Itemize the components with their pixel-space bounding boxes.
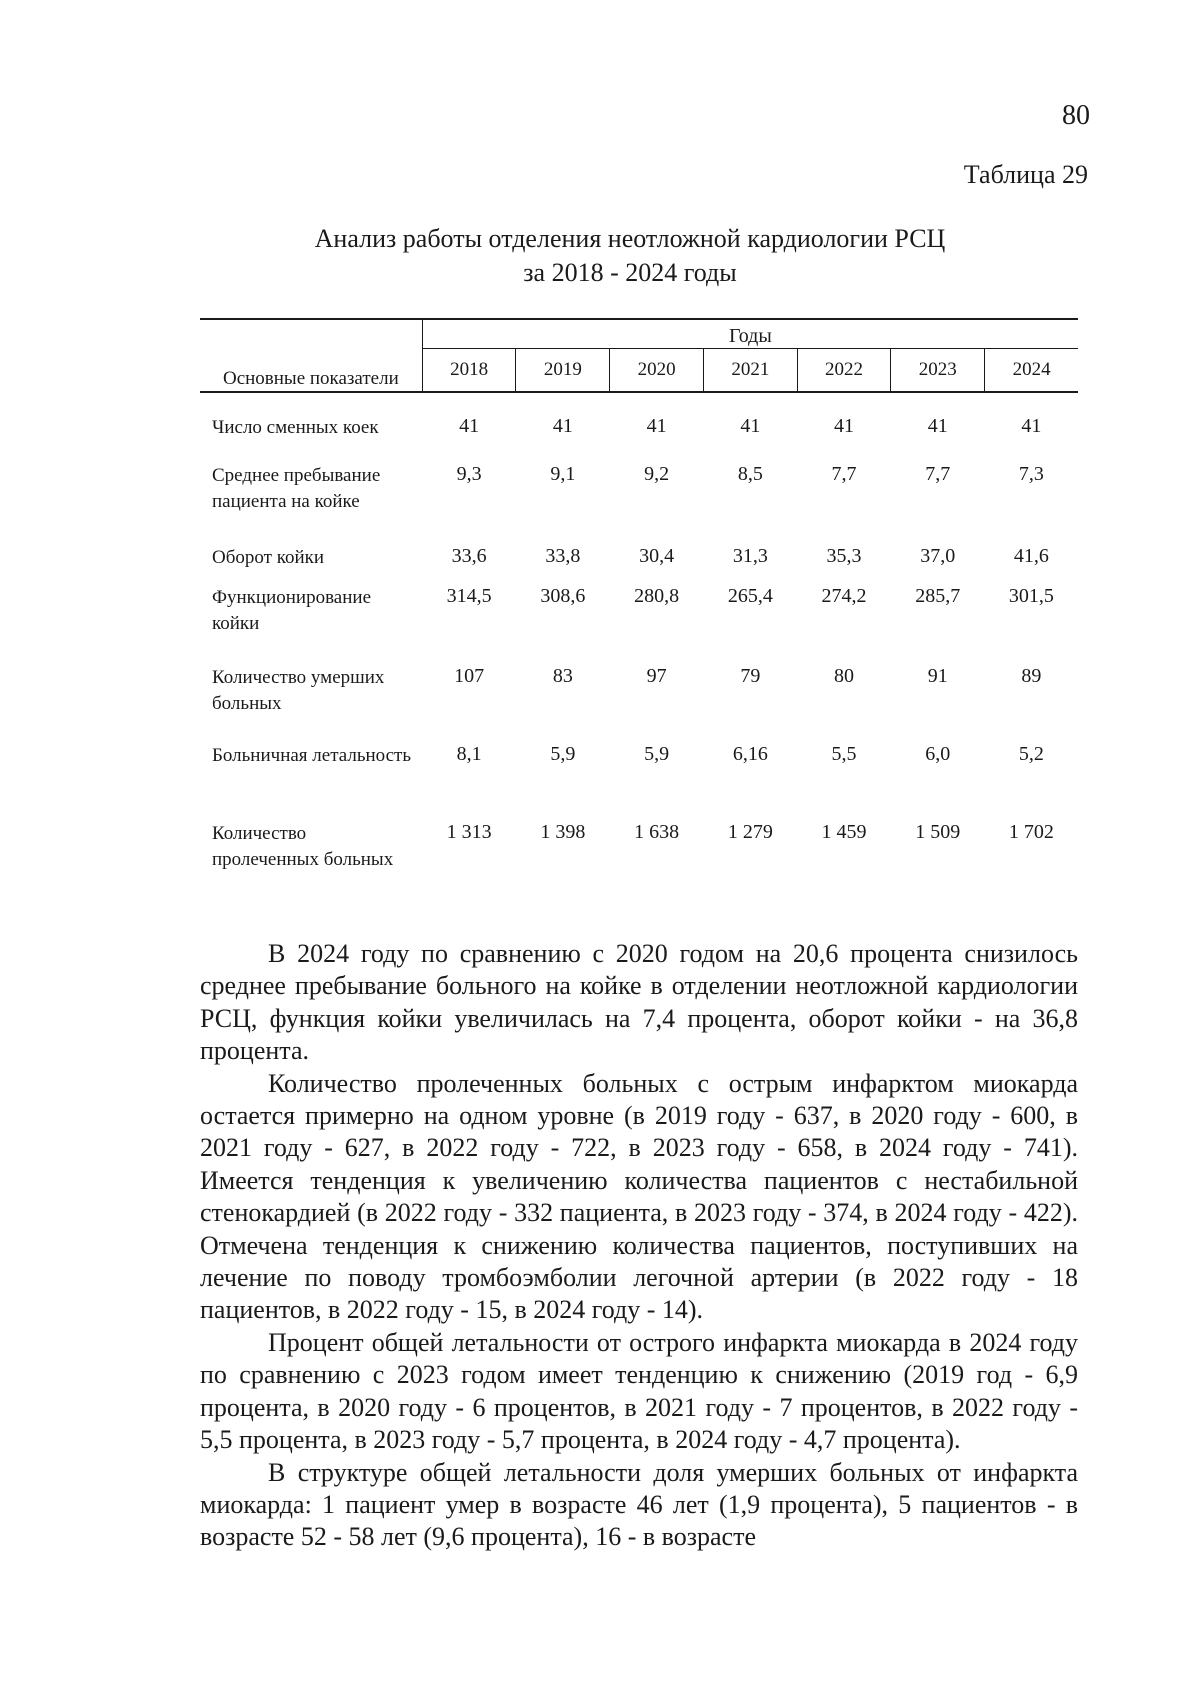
indicator-column-header: Основные показатели [200, 319, 422, 392]
table-cell: 9,2 [644, 463, 670, 485]
table-title-line-2: за 2018 - 2024 годы [523, 258, 737, 287]
table-cell: 285,7 [915, 585, 961, 607]
table-cell: 301,5 [1008, 585, 1054, 607]
table-cell: 1 459 [821, 821, 867, 843]
table-cell: 83 [552, 665, 573, 687]
table-cell: 1 279 [727, 821, 773, 843]
table-row [200, 821, 1078, 901]
table-cell: 9,3 [456, 463, 482, 485]
table-cell: 1 313 [446, 821, 492, 843]
table-cell: 5,9 [644, 743, 670, 765]
paragraph: В структуре общей летальности доля умерших больных от инфаркта миокарда: 1 пациент умер в возрасте 46 лет (1,9 процента), 5 пациентов - в возрасте 52 - 58 лет (9,6 процента), 16 - в возрасте [200, 1457, 1078, 1552]
table-cell: 33,8 [545, 545, 581, 567]
table-cell: 314,5 [446, 585, 492, 607]
table-cell: 6,0 [925, 743, 951, 765]
table-cell: 33,6 [451, 545, 487, 567]
table-cell: 308,6 [540, 585, 586, 607]
year-header: 2021 [703, 349, 797, 393]
year-header: 2023 [891, 349, 985, 393]
table-cell: 31,3 [732, 545, 768, 567]
table-cell: 1 398 [540, 821, 586, 843]
table-row [200, 545, 1078, 585]
table-row [200, 743, 1078, 821]
table-cell: 41 [927, 415, 948, 437]
table-cell: 5,9 [550, 743, 576, 765]
table-cell: 9,1 [550, 463, 576, 485]
table-cell: 91 [927, 665, 948, 687]
data-table [200, 318, 1078, 901]
table-cell: 37,0 [920, 545, 956, 567]
table-cell: 5,5 [831, 743, 857, 765]
body-text [200, 938, 1078, 1554]
year-header: 2019 [516, 349, 610, 393]
table-row [200, 665, 1078, 743]
page-number: 80 [1062, 100, 1090, 131]
table-cell: 274,2 [821, 585, 867, 607]
table-cell: 41 [834, 415, 855, 437]
table-row [200, 415, 1078, 463]
table-cell: 1 509 [915, 821, 961, 843]
table-cell: 1 638 [634, 821, 680, 843]
table-cell: 280,8 [634, 585, 680, 607]
year-header: 2022 [797, 349, 891, 393]
table-cell: 7,3 [1018, 463, 1044, 485]
row-label: Оборот койки [212, 547, 325, 568]
table-cell: 7,7 [925, 463, 951, 485]
table-cell: 35,3 [826, 545, 862, 567]
table-cell: 265,4 [727, 585, 773, 607]
paragraph: Количество пролеченных больных с острым инфарктом миокарда остается примерно на одном уровне (в 2019 году - 637, в 2020 году - 600, в 2021 году - 627, в 2022 году - 722, в 2023 году - 658, в 2024 году - 741). Имеется тенденция к увеличению количества пациентов с нестабильной стенокардией (в 2022 году - 332 пациента, в 2023 году - 374, в 2024 году - 422). Отмечена тенденция к снижению количества пациентов, поступивших на лечение по поводу тромбоэмболии легочной артерии (в 2022 году - 18 пациентов, в 2022 году - 15, в 2024 году - 14). [200, 1068, 1078, 1325]
table-cell: 8,5 [737, 463, 763, 485]
table-cell: 41 [646, 415, 667, 437]
table-cell: 5,2 [1018, 743, 1044, 765]
table-cell: 8,1 [456, 743, 482, 765]
row-label: Число сменных коек [212, 417, 379, 438]
table-title-line-1: Анализ работы отделения неотложной кардиологии РСЦ [314, 224, 946, 253]
paragraph: В 2024 году по сравнению с 2020 годом на 20,6 процента снизилось среднее пребывание больного на койке в отделении неотложной кардиологии РСЦ, функция койки увеличилась на 7,4 процента, оборот койки - на 36,8 процента. [200, 939, 1078, 1066]
row-label: Функционирование койки [212, 587, 372, 634]
table-cell: 41 [459, 415, 480, 437]
table-cell: 41,6 [1013, 545, 1049, 567]
table-cell: 41 [552, 415, 573, 437]
table-cell: 41 [740, 415, 761, 437]
table-row [200, 463, 1078, 545]
table-label: Таблица 29 [963, 160, 1088, 189]
row-label: Количество пролеченных больных [212, 823, 394, 870]
years-column-header: Годы [422, 319, 1078, 349]
year-header: 2018 [422, 349, 516, 393]
year-header: 2024 [985, 349, 1078, 393]
table-cell: 41 [1021, 415, 1042, 437]
table-cell: 6,16 [732, 743, 768, 765]
row-label: Среднее пребывание пациента на койке [212, 465, 381, 512]
table-row [200, 585, 1078, 665]
table-cell: 79 [740, 665, 761, 687]
year-header: 2020 [610, 349, 704, 393]
table-cell: 97 [646, 665, 667, 687]
row-label: Количество умерших больных [212, 667, 385, 714]
table-cell: 1 702 [1008, 821, 1054, 843]
table-cell: 30,4 [639, 545, 675, 567]
table-cell: 80 [834, 665, 855, 687]
paragraph: Процент общей летальности от острого инфаркта миокарда в 2024 году по сравнению с 2023 годом имеет тенденцию к снижению (2019 год - 6,9 процента, в 2020 году - 6 процентов, в 2021 году - 7 процентов, в 2022 году - 5,5 процента, в 2023 году - 5,7 процента, в 2024 году - 4,7 процента). [200, 1327, 1078, 1455]
table-cell: 89 [1021, 665, 1042, 687]
table-title [200, 222, 1060, 290]
table-cell: 7,7 [831, 463, 857, 485]
row-label: Больничная летальность [212, 745, 412, 766]
table-cell: 107 [454, 665, 485, 687]
